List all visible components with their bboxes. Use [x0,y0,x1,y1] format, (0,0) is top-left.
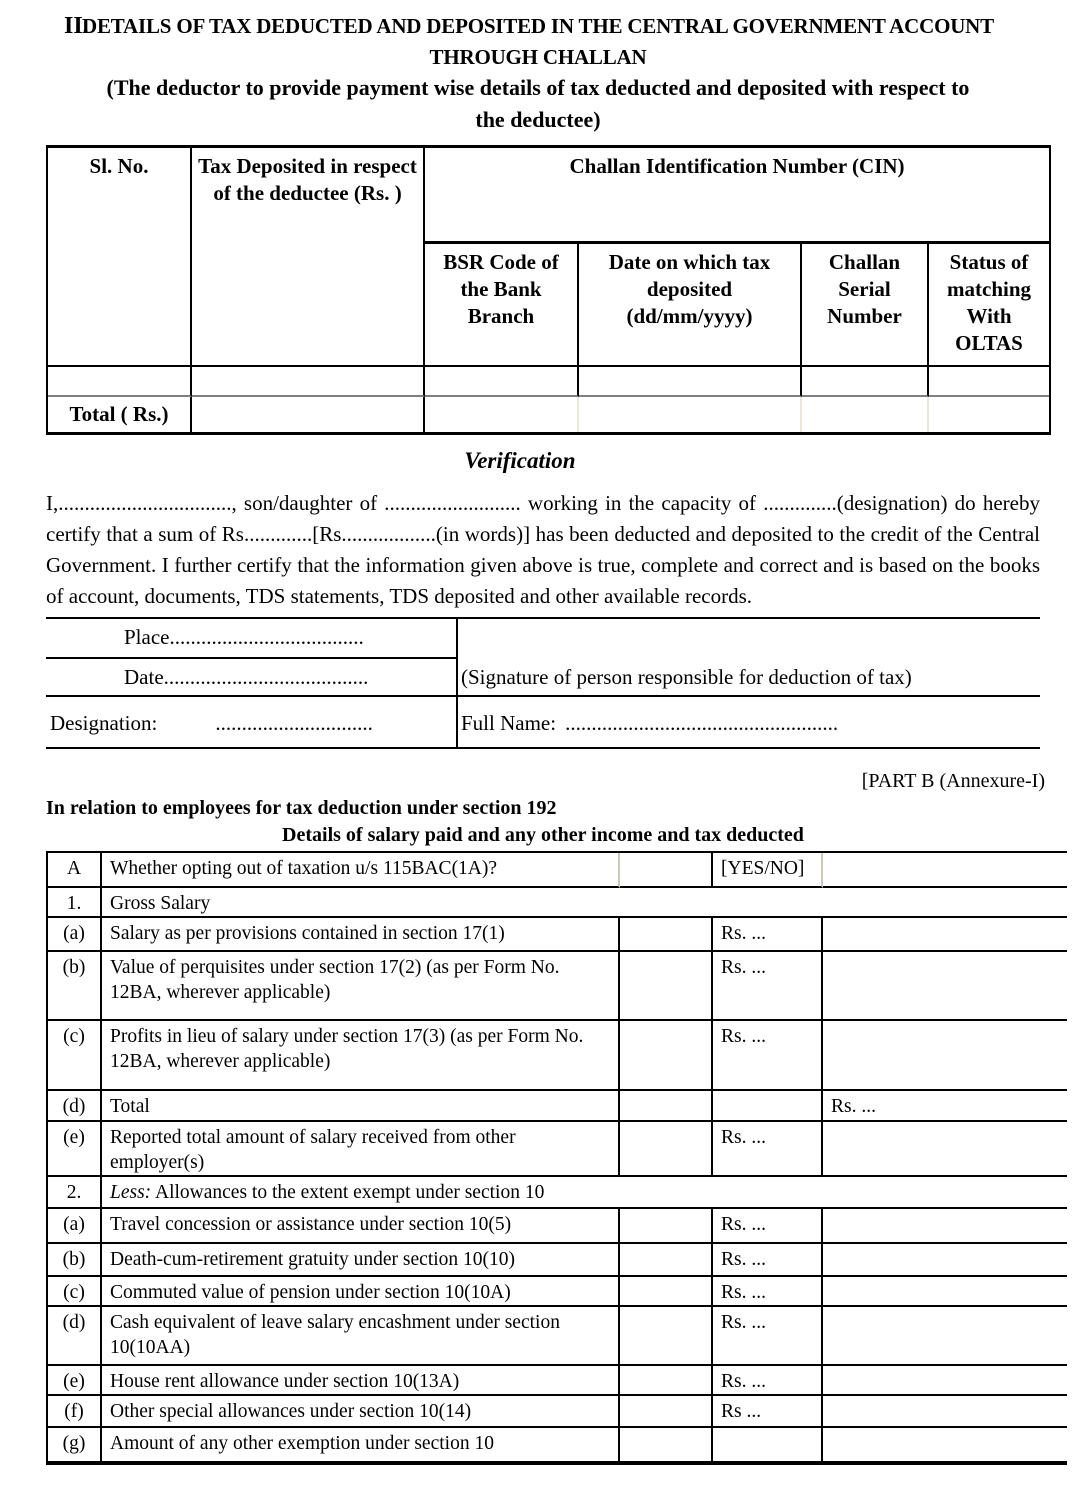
full-name-field [456,697,1040,747]
salary-row-1a [48,918,1067,952]
row-label: A [48,853,102,888]
header-challan-serial: Challan Serial Number [802,244,929,367]
row-last-cell [823,1396,1067,1428]
total-tax-deposited [192,397,425,432]
salary-row-1b [48,952,1067,1021]
row-desc: Profits in lieu of salary under section 17(3) (as per Form No. 12BA, wherever applicable) [102,1021,620,1091]
row-blank-cell [620,1122,713,1177]
row-blank-cell [620,1091,713,1122]
place-field: Place..................................... [46,619,456,659]
row-blank-cell [620,1021,713,1091]
row-blank-cell [620,1396,713,1428]
header-oltas-status: Status of matching With OLTAS [929,244,1049,367]
row-rs-cell: Rs. ... [713,1021,823,1091]
row-label: (a) [48,918,102,952]
row-last-cell [823,1277,1067,1307]
challan-table [46,145,1051,435]
full-name-label: Full Name: [461,711,557,735]
total-serial [802,397,929,432]
cell-sl-no [48,367,192,397]
header-bsr-code: BSR Code of the Bank Branch [425,244,579,367]
cell-challan-serial [802,367,929,397]
row-yes-no-value: [YES/NO] [713,853,823,888]
signature-caption: (Signature of person responsible for deduction of tax) [456,619,1040,697]
row-label: 1. [48,888,102,918]
challan-empty-row [48,367,1049,397]
total-date [579,397,802,432]
title-paren-line1: (The deductor to provide payment wise details of tax deducted and deposited with respect to [106,75,970,100]
row-desc: House rent allowance under section 10(13A) [102,1366,620,1396]
row-label: (g) [48,1428,102,1463]
row-label: 2. [48,1177,102,1209]
salary-row-1 [48,888,1067,918]
row-blank-cell [620,1366,713,1396]
row-desc: Travel concession or assistance under section 10(5) [102,1209,620,1244]
salary-row-2e [48,1366,1067,1396]
cell-oltas-status [929,367,1049,397]
salary-row-A [48,853,1067,888]
challan-total-row [48,397,1049,432]
row-blank-cell [620,1307,713,1366]
row-blank-cell [620,918,713,952]
row-last-cell [823,853,1067,888]
row-desc-text: Allowances to the extent exempt under section 10 [154,1182,545,1203]
row-label: (c) [48,1277,102,1307]
total-label: Total ( Rs.) [48,397,192,432]
row-desc: Whether opting out of taxation u/s 115BAC(1A)? [102,853,620,888]
row-desc: Other special allowances under section 10(14) [102,1396,620,1428]
row-last-cell [823,918,1067,952]
verification-heading: Verification [464,448,576,473]
date-field: Date....................................... [46,659,456,697]
row-label: (f) [48,1396,102,1428]
row-last-cell [823,1366,1067,1396]
row-rs-cell [713,1091,823,1122]
signature-block [46,617,1040,749]
row-rs-cell: Rs ... [713,1396,823,1428]
row-desc: Salary as per provisions contained in section 17(1) [102,918,620,952]
row-blank-cell [620,1277,713,1307]
salary-row-1d-total [48,1091,1067,1122]
row-rs-cell: Rs. ... [713,918,823,952]
part-b-heading-2: Details of salary paid and any other income and tax deducted [282,824,804,846]
section-numeral: II. [64,13,89,39]
salary-row-1e [48,1122,1067,1177]
row-desc: Amount of any other exemption under section 10 [102,1428,620,1463]
row-label: (d) [48,1307,102,1366]
row-rs-cell: Rs. ... [713,952,823,1021]
row-blank-cell [620,1209,713,1244]
row-label: (e) [48,1122,102,1177]
salary-row-2c [48,1277,1067,1307]
header-date-deposited: Date on which tax deposited (dd/mm/yyyy) [579,244,802,367]
row-label: (e) [48,1366,102,1396]
row-last-cell [823,1244,1067,1277]
header-cin: Challan Identification Number (CIN) [425,148,1049,244]
row-blank-cell [620,952,713,1021]
designation-dots: .............................. [215,711,373,735]
row-rs-cell: Rs. ... [713,1244,823,1277]
row-rs-cell: Rs. ... [713,1122,823,1177]
row-label: (d) [48,1091,102,1122]
salary-row-2 [48,1177,1067,1209]
row-rs-cell [713,1428,823,1463]
part-b-annexure-label: [PART B (Annexure-I) [861,770,1045,792]
challan-header-row-1 [48,148,1049,244]
row-cont-cell [620,853,713,888]
row-label: (a) [48,1209,102,1244]
row-last-cell [823,1122,1067,1177]
designation-label: Designation: [50,711,158,735]
salary-row-2f [48,1396,1067,1428]
row-last-cell [823,1021,1067,1091]
row-rs-total-cell: Rs. ... [823,1091,1067,1122]
row-desc: Commuted value of pension under section 10(10A) [102,1277,620,1307]
full-name-dots: .................................................... [565,711,839,735]
designation-field [46,697,456,747]
row-last-cell [823,952,1067,1021]
row-blank-cell [620,1428,713,1463]
row-desc [102,1177,1067,1209]
total-bsr [425,397,579,432]
row-rs-cell: Rs. ... [713,1366,823,1396]
salary-row-2d [48,1307,1067,1366]
row-desc: Gross Salary [102,888,1067,918]
row-desc: Cash equivalent of leave salary encashment under section 10(10AA) [102,1307,620,1366]
title-paren-line2: the deductee) [475,107,601,132]
row-rs-cell: Rs. ... [713,1307,823,1366]
header-tax-deposited: Tax Deposited in respect of the deductee (Rs. ) [192,148,425,367]
row-label: (c) [48,1021,102,1091]
salary-table [46,851,1067,1465]
row-label: (b) [48,1244,102,1277]
row-label: (b) [48,952,102,1021]
salary-row-2a [48,1209,1067,1244]
cell-date-deposited [579,367,802,397]
less-italic: Less: [110,1182,152,1203]
salary-row-2g [48,1428,1067,1463]
title-caps-line1: DETAILS OF TAX DEDUCTED AND DEPOSITED IN THE CENTRAL GOVERNMENT ACCOUNT [82,14,994,38]
row-desc: Total [102,1091,620,1122]
header-sl-no: Sl. No. [48,148,192,367]
row-last-cell [823,1428,1067,1463]
section-title [0,0,1076,136]
row-desc: Death-cum-retirement gratuity under section 10(10) [102,1244,620,1277]
title-caps-line2: THROUGH CHALLAN [429,45,647,69]
row-last-cell [823,1307,1067,1366]
row-rs-cell: Rs. ... [713,1209,823,1244]
row-desc: Value of perquisites under section 17(2) (as per Form No. 12BA, wherever applicable) [102,952,620,1021]
cell-bsr-code [425,367,579,397]
salary-row-2b [48,1244,1067,1277]
row-last-cell [823,1209,1067,1244]
row-rs-cell: Rs. ... [713,1277,823,1307]
part-b-heading-1: In relation to employees for tax deduction under section 192 [46,797,557,819]
row-blank-cell [620,1244,713,1277]
cell-tax-deposited [192,367,425,397]
salary-row-1c [48,1021,1067,1091]
row-desc: Reported total amount of salary received from other employer(s) [102,1122,620,1177]
verification-paragraph: I,................................., son/daughter of .......................... working in the capacity of ..............(designation) do hereby certify that a sum of Rs.............[Rs..................(in words)] has been deducted and deposited to the credit of the Central Government. I further certify that the information given above is true, complete and correct and is based on the books of account, documents, TDS statements, TDS deposited and other available records. [46,491,1040,608]
total-status [929,397,1049,432]
